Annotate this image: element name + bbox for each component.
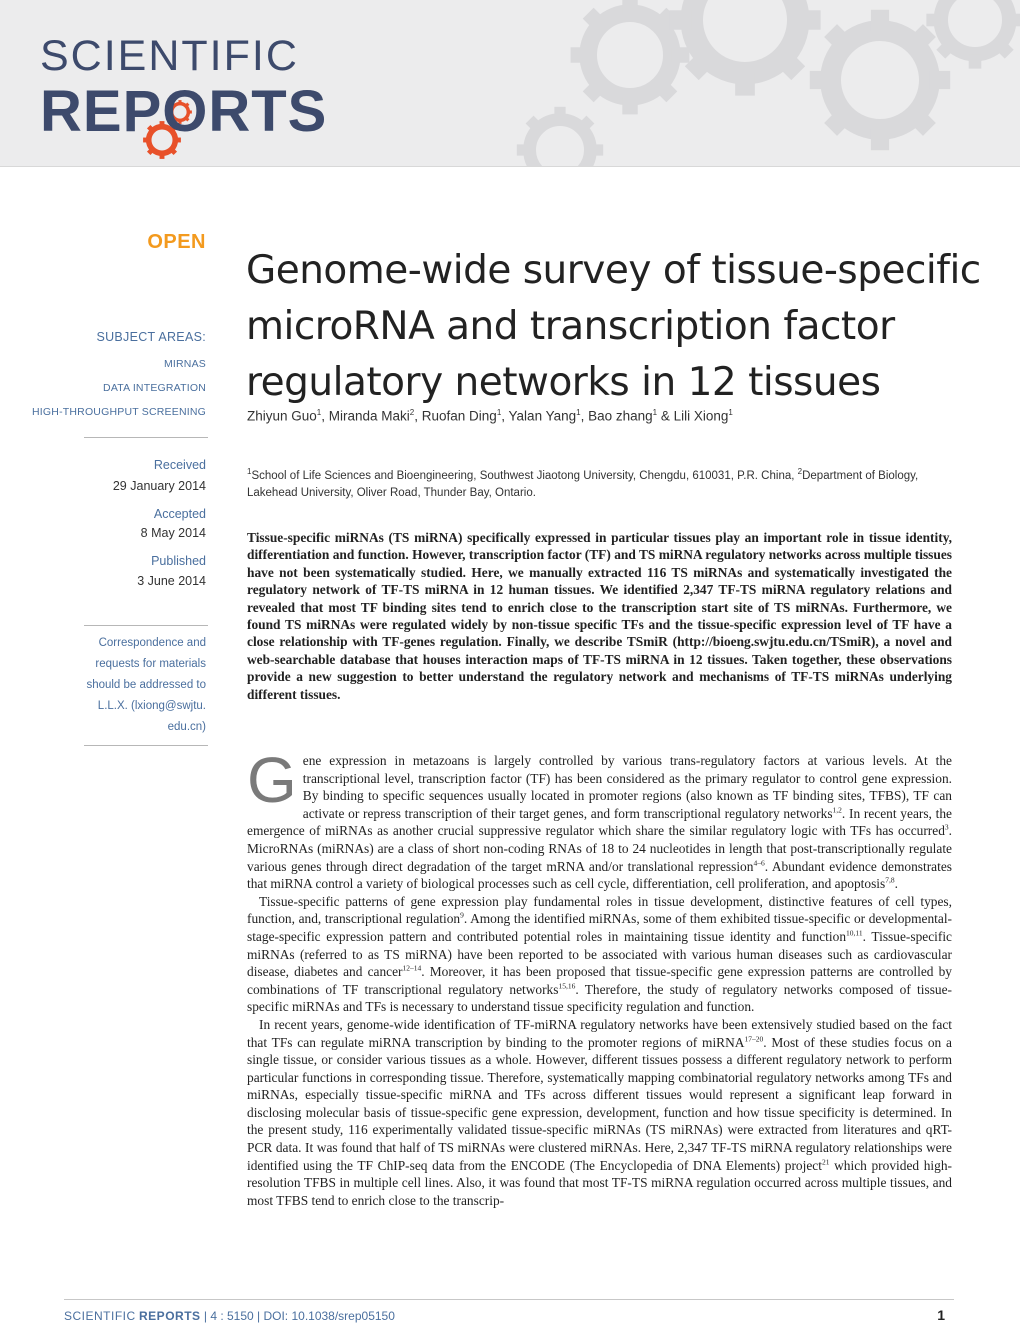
published-date: 3 June 2014 — [137, 574, 206, 588]
divider — [84, 437, 208, 438]
affiliations — [247, 463, 952, 502]
title-line: microRNA and transcription factor — [246, 304, 895, 349]
author-affiliation-marker: 1 — [728, 408, 733, 417]
title-line: regulatory networks in 12 tissues — [246, 360, 881, 405]
citation-ref[interactable]: 3 — [944, 822, 949, 832]
subject-areas-heading: SUBJECT AREAS: — [96, 330, 206, 344]
journal-name-line1: SCIENTIFIC — [40, 32, 299, 80]
paragraph-text: which provided high-resolution TFBS in multiple cell lines. Also, it was found that most TF-TS miRNA regulation occurred across multiple tissues, and most TFBS tend to enrich close to the transcrip- — [247, 1157, 952, 1208]
paragraph-text: . Therefore, the study of regulatory networks composed of tissue-specific miRNAs and TFs is necessary to understand tissue specificity regulation and function. — [247, 981, 952, 1015]
article-title — [246, 243, 981, 411]
footer-journal-2: REPORTS — [139, 1309, 201, 1323]
accepted-date: 8 May 2014 — [140, 526, 206, 540]
accepted-label: Accepted — [153, 507, 206, 521]
footer-citation — [64, 1309, 395, 1323]
citation-ref[interactable]: 15,16 — [558, 981, 576, 991]
published-label: Published — [151, 554, 206, 568]
author-name[interactable]: Bao zhang — [588, 408, 653, 424]
article-body — [247, 744, 953, 1209]
paragraph-text: . In recent years, the emergence of miRNAs as another crucial suppressive regulator which share the similar regulatory logic with TFs has occurred — [247, 805, 952, 839]
affiliation-text: Department of Biology, Lakehead University, Oliver Road, Thunder Bay, Ontario. — [247, 469, 919, 499]
paragraph-text: . Most of these studies focus on a single tissue, or consider various tissues as a whole. However, different tissues possess a different regulatory network to perform particular functions in corresponding tissue. Therefore, systematically mapping combinatorial regulatory networks among TFs and miRNAs, especially tissue-specific miRNA and TFs across different tissues would represent a significant leap forward in disclosing molecular basis of tissue-specific gene expression, development, function and how tissue specificity is determined. In the present study, 116 experimentally validated tissue-specific miRNAs (TS miRNAs) were extracted from literatures and qRT-PCR data. It was found that half of TS miRNAs were clustered miRNAs. Here, 2,347 TF-TS miRNA regulatory relationships were identified using the TF ChIP-seq data from the ENCODE (The Encyclopedia of DNA Elements) project — [247, 1034, 952, 1173]
footer-journal-1: SCIENTIFIC — [64, 1309, 136, 1323]
footer-doi[interactable]: | 4 : 5150 | DOI: 10.1038/srep05150 — [200, 1309, 395, 1323]
page-number: 1 — [937, 1307, 945, 1323]
affiliation-marker: 2 — [797, 467, 803, 476]
citation-ref[interactable]: 17–20 — [744, 1034, 764, 1044]
journal-name-line2: REPORTS — [40, 79, 328, 144]
author-name[interactable]: Zhiyun Guo — [247, 408, 317, 424]
citation-ref[interactable]: 21 — [821, 1157, 830, 1167]
page-footer — [0, 1297, 1020, 1340]
correspondence-line: requests for materials — [95, 658, 206, 670]
paragraph-text: . — [894, 876, 898, 892]
drop-cap: G — [247, 744, 297, 816]
correspondence-email[interactable]: L.L.X. (lxiong@swjtu. — [97, 700, 206, 712]
paragraph-text: . Among the identified miRNAs, some of them exhibited tissue-specific or developmental-stage-specific expression pattern and contributed potential roles in maintaining tissue identity and function — [247, 911, 953, 944]
subject-item[interactable]: MIRNAS — [163, 358, 206, 370]
open-access-label: OPEN — [147, 231, 206, 253]
paragraph — [247, 893, 952, 1016]
received-label: Received — [153, 458, 206, 472]
citation-ref[interactable]: 4–6 — [753, 858, 765, 868]
author-affiliation-marker: 1 — [576, 408, 581, 417]
correspondence-line: Correspondence and — [98, 637, 206, 649]
paragraph-text: Tissue-specific patterns of gene expression play fundamental roles in tissue development, distinctive features of cell types, function, and, transcriptional regulation — [247, 893, 952, 927]
paragraph-text: ene expression in metazoans is largely controlled by various trans-regulatory factors at various levels. At the transcriptional level, transcription factor (TF) has been considered as the primary regulator to control gene expression. By binding to specific sequences usually located in promoter regions (also known as TF binding sites, TFBS), TF can activate or repress transcription of their target genes, and form transcriptional regulatory networks — [302, 753, 952, 821]
paragraph-text: . Tissue-specific miRNAs (referred to as TS miRNA) have been reported to be associated with various human diseases such as cardiovascular disease, diabetes and cancer — [247, 928, 952, 980]
paragraph-text: . Moreover, it has been proposed that tissue-specific gene expression patterns are controlled by combinations of TF transcriptional regulatory networks — [247, 964, 952, 997]
abstract: Tissue-specific miRNAs (TS miRNA) specifically expressed in particular tissues play an important role in tissue identity, differentiation and function. However, transcription factor (TF) and TS miRNA regulatory networks across multiple tissues have not been systematically studied. Here, we manually extracted 116 TS miRNAs and systematically investigated the regulatory network of TF-TS miRNA in 12 human tissues. We identified 2,347 TF-TS miRNA regulatory relations and revealed that most TF binding sites tend to enrich close to the transcription start site of TS miRNAs. Furthermore, we found TS miRNAs were regulated widely by non-tissue specific TFs and the tissue-specific expression level of TF have a close relationship with TF-genes regulation. Finally, we describe TSmiR (http://bioeng.swjtu.edu.cn/TSmiR), a novel and web-searchable database that houses interaction maps of TF-TS miRNA in 12 tissues. Taken together, these observations provide a new suggestion to better understand the regulatory network and mechanisms of TF-TS miRNAs underlying different tissues. — [247, 530, 952, 702]
subject-item[interactable]: HIGH-THROUGHPUT SCREENING — [32, 406, 206, 418]
paragraph — [247, 744, 952, 893]
paragraph-text: In recent years, genome-wide identification of TF-miRNA regulatory networks have been extensively studied based on the fact that TFs can regulate miRNA transcription by binding to the promoter regions of miRNA — [247, 1016, 952, 1050]
paragraph — [247, 1016, 952, 1210]
citation-ref[interactable]: 1,2 — [832, 805, 842, 815]
author-affiliation-marker: 1 — [316, 408, 322, 417]
author-affiliation-marker: 2 — [409, 408, 415, 417]
paragraph-text: . MicroRNAs (miRNAs) are a class of short non-coding RNAs of 18 to 24 nucleotides in length that post-transcriptionally regulate various genes through direct degradation of the target mRNA and/or translational repression — [247, 823, 952, 874]
footer-divider — [64, 1299, 954, 1300]
author-name[interactable]: Yalan Yang — [508, 408, 577, 424]
author-name[interactable]: Miranda Maki — [328, 408, 410, 424]
citation-ref[interactable]: 9 — [460, 910, 464, 920]
author-affiliation-marker: 1 — [652, 408, 658, 417]
correspondence-line: should be addressed to — [86, 679, 206, 691]
received-date: 29 January 2014 — [112, 479, 206, 493]
author-name[interactable]: Lili Xiong — [673, 408, 729, 424]
citation-ref[interactable]: 12–14 — [402, 963, 422, 973]
divider — [84, 745, 208, 746]
paragraph-text: . Abundant evidence demonstrates that miRNA control a variety of biological processes such as cell cycle, differentiation, cell proliferation, and apoptosis — [247, 858, 952, 892]
correspondence-email[interactable]: edu.cn) — [167, 721, 206, 733]
journal-header — [0, 0, 1020, 167]
citation-ref[interactable]: 10,11 — [846, 928, 863, 938]
subject-item[interactable]: DATA INTEGRATION — [103, 382, 206, 394]
divider — [84, 625, 208, 626]
affiliation-marker: 1 — [247, 467, 252, 476]
affiliation-text: School of Life Sciences and Bioengineering, Southwest Jiaotong University, Chengdu, 610031, P.R. China, — [251, 469, 795, 482]
citation-ref[interactable]: 7,8 — [885, 875, 895, 885]
author-affiliation-marker: 1 — [496, 408, 502, 417]
title-line: Genome-wide survey of tissue-specific — [246, 248, 981, 293]
author-name[interactable]: Ruofan Ding — [421, 408, 497, 424]
author-list: Zhiyun Guo$^1$, Miranda Maki$^2$, Ruofan Ding$^1$, Yalan Yang$^1$, Bao zhang$^1$ & Lili Xiong$^1$ — [247, 408, 733, 424]
